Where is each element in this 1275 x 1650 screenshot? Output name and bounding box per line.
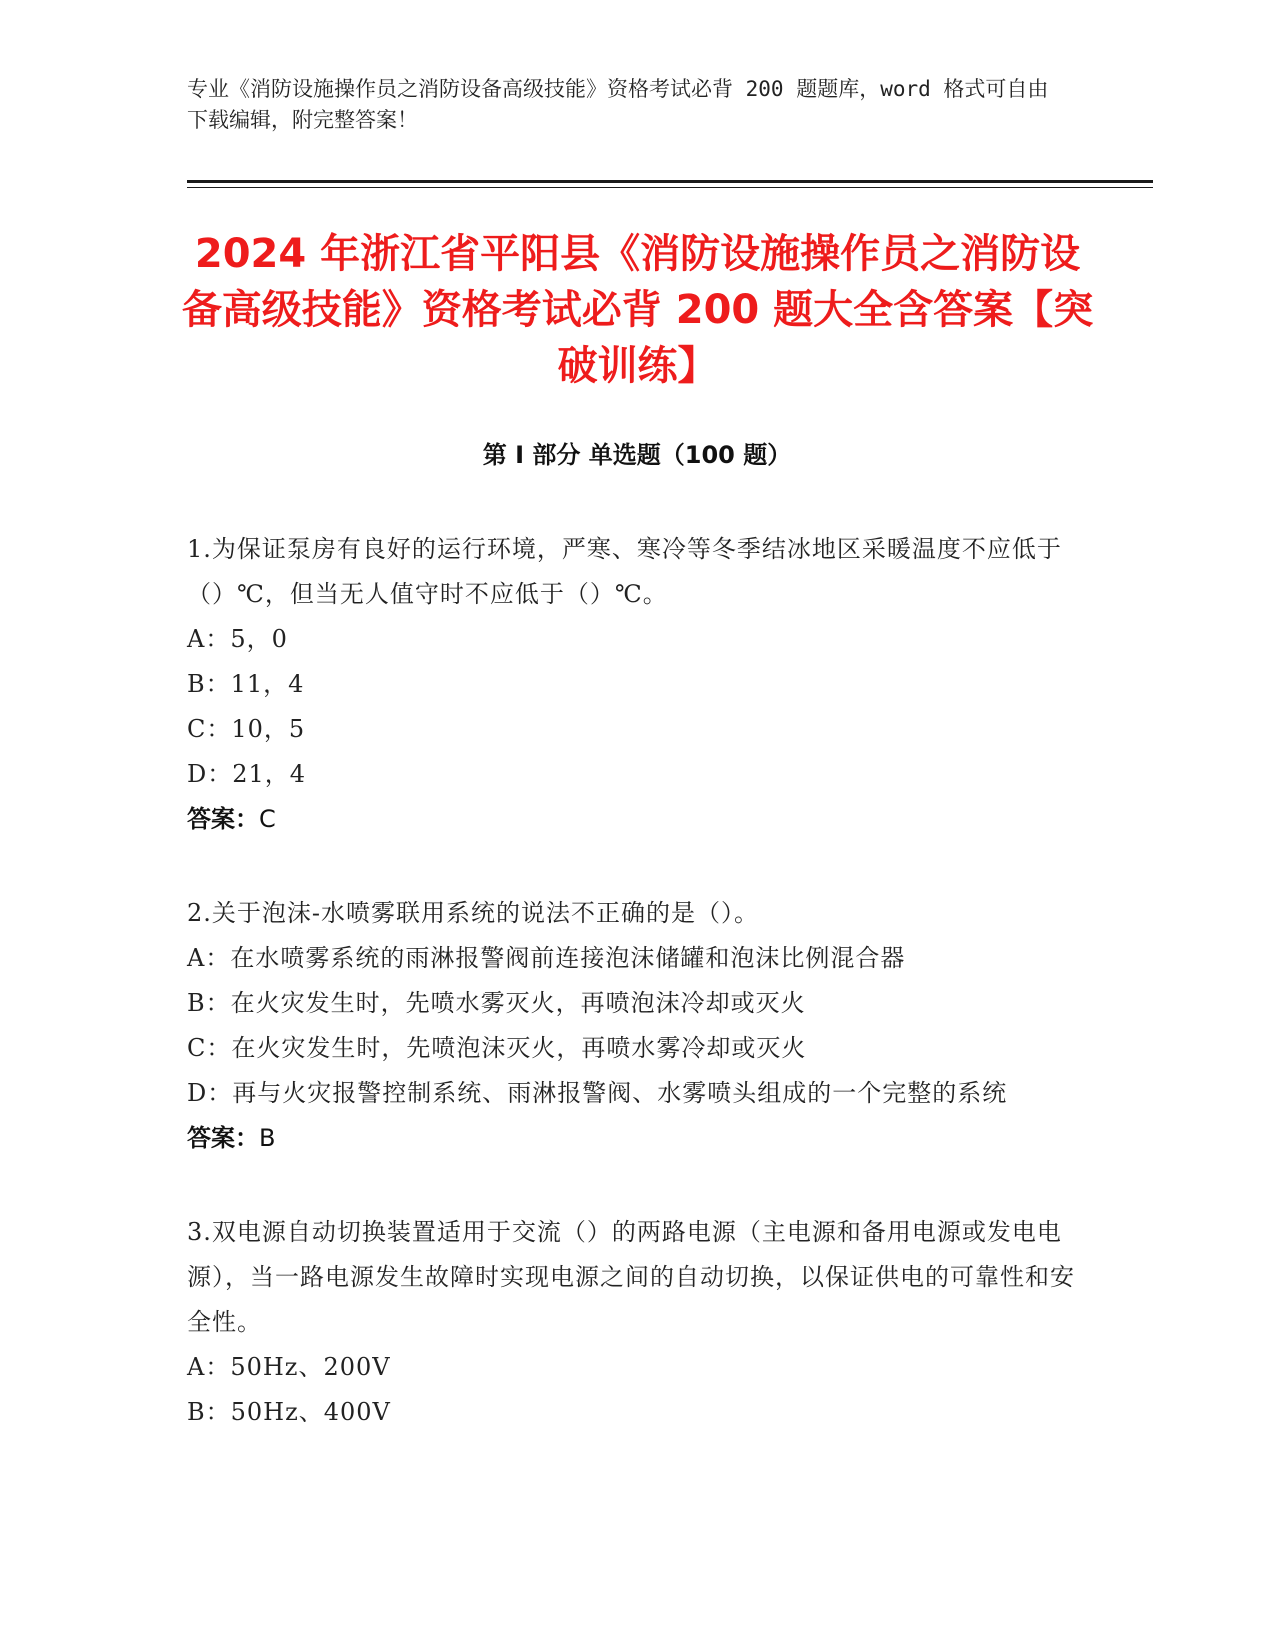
header-divider-thick <box>187 180 1153 183</box>
answer-value: B <box>259 1124 276 1152</box>
question-1 <box>187 527 1087 842</box>
question-2 <box>187 891 1087 1161</box>
header-divider-thin <box>187 187 1153 188</box>
option-c: C：在火灾发生时，先喷泡沫灭火，再喷水雾冷却或灭火 <box>187 1034 807 1062</box>
option-a: A：5，0 <box>187 625 288 653</box>
question-stem: 2.关于泡沫-水喷雾联用系统的说法不正确的是（）。 <box>187 899 760 927</box>
option-a: A：在水喷雾系统的雨淋报警阀前连接泡沫储罐和泡沫比例混合器 <box>187 944 906 972</box>
question-stem: 3.双电源自动切换装置适用于交流（）的两路电源（主电源和备用电源或发电电源），当一路电源发生故障时实现电源之间的自动切换，以保证供电的可靠性和安全性。 <box>187 1218 1075 1336</box>
answer-label: 答案： <box>187 805 259 833</box>
option-c: C：10，5 <box>187 715 306 743</box>
option-b: B：11，4 <box>187 670 305 698</box>
option-b: B：在火灾发生时，先喷水雾灭火，再喷泡沫冷却或灭火 <box>187 989 806 1017</box>
answer-line <box>187 797 1087 842</box>
document-title: 2024 年浙江省平阳县《消防设施操作员之消防设备高级技能》资格考试必背 200 题大全含答案【突破训练】 <box>181 231 1094 389</box>
question-list <box>187 527 1087 1484</box>
option-d: D：再与火灾报警控制系统、雨淋报警阀、水雾喷头组成的一个完整的系统 <box>187 1079 1008 1107</box>
answer-line <box>187 1116 1087 1161</box>
option-b: B：50Hz、400V <box>187 1398 391 1426</box>
answer-value: C <box>259 805 276 833</box>
question-3 <box>187 1210 1087 1435</box>
question-stem: 1.为保证泵房有良好的运行环境，严寒、寒冷等冬季结冰地区采暖温度不应低于（）℃，但当无人值守时不应低于（）℃。 <box>187 535 1062 608</box>
section-title: 第 I 部分 单选题（100 题） <box>482 441 792 469</box>
answer-label: 答案： <box>187 1124 259 1152</box>
option-d: D：21，4 <box>187 760 307 788</box>
option-a: A：50Hz、200V <box>187 1353 391 1381</box>
header-note: 专业《消防设施操作员之消防设备高级技能》资格考试必背 200 题题库，word 格式可自由下载编辑，附完整答案！ <box>187 77 1049 132</box>
